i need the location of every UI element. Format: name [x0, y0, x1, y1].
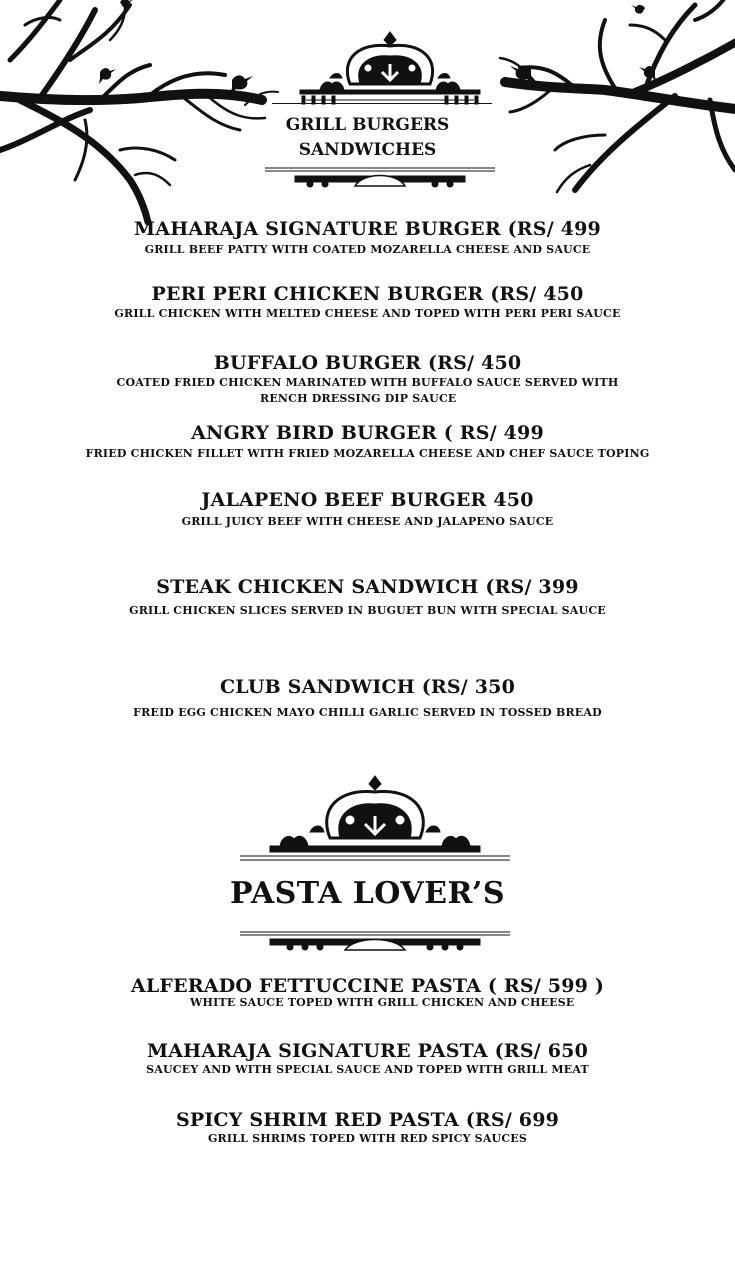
menu-item-title: BUFFALO BURGER (RS/ 450 — [213, 352, 522, 374]
ornamental-divider-icon — [265, 164, 495, 190]
menu-item-description: FRIED CHICKEN FILLET WITH FRIED MOZARELLA CHEESE AND CHEF SAUCE TOPING — [85, 447, 650, 460]
menu-item-description: GRILL BEEF PATTY WITH COATED MOZARELLA CHEESE AND SAUCE — [144, 243, 591, 256]
baroque-crest-ornament-icon — [240, 772, 510, 864]
section-title-burgers — [0, 113, 735, 163]
baroque-crest-ornament-icon — [290, 28, 490, 108]
section-title-line2: SANDWICHES — [298, 140, 437, 160]
menu-item-title: ALFERADO FETTUCCINE PASTA ( RS/ 599 ) — [130, 975, 605, 997]
menu-item-title: SPICY SHRIM RED PASTA (RS/ 699 — [175, 1109, 560, 1131]
top-rule — [272, 103, 492, 104]
section-title-line1: GRILL BURGERS — [285, 115, 450, 135]
menu-item-description: GRILL CHICKEN WITH MELTED CHEESE AND TOPED WITH PERI PERI SAUCE — [114, 307, 621, 320]
menu-item-title: CLUB SANDWICH (RS/ 350 — [219, 676, 516, 698]
menu-item-description: FREID EGG CHICKEN MAYO CHILLI GARLIC SERVED IN TOSSED BREAD — [133, 706, 602, 719]
menu-item-description: COATED FRIED CHICKEN MARINATED WITH BUFFALO SAUCE SERVED WITH — [116, 376, 619, 389]
menu-item-description: SAUCEY AND WITH SPECIAL SAUCE AND TOPED WITH GRILL MEAT — [146, 1063, 589, 1076]
menu-item-title: MAHARAJA SIGNATURE BURGER (RS/ 499 — [134, 218, 601, 240]
ornamental-divider-icon — [240, 928, 510, 952]
pasta-section-title: PASTA LOVER’S — [229, 876, 506, 911]
menu-item-description: GRILL CHICKEN SLICES SERVED IN BUGUET BUN WITH SPECIAL SAUCE — [129, 604, 606, 617]
menu-item-title: PERI PERI CHICKEN BURGER (RS/ 450 — [151, 283, 584, 305]
menu-item-description-continued: RENCH DRESSING DIP SAUCE — [260, 392, 457, 405]
menu-item-title: MAHARAJA SIGNATURE PASTA (RS/ 650 — [147, 1040, 588, 1062]
menu-item-title: STEAK CHICKEN SANDWICH (RS/ 399 — [156, 576, 579, 598]
menu-item-description: WHITE SAUCE TOPED WITH GRILL CHICKEN AND CHEESE — [190, 996, 575, 1009]
menu-item-description: GRILL SHRIMS TOPED WITH RED SPICY SAUCES — [207, 1132, 528, 1145]
menu-item-title: JALAPENO BEEF BURGER 450 — [201, 489, 534, 511]
menu-item-title: ANGRY BIRD BURGER ( RS/ 499 — [191, 422, 544, 444]
menu-item-description: GRILL JUICY BEEF WITH CHEESE AND JALAPENO SAUCE — [181, 515, 554, 528]
